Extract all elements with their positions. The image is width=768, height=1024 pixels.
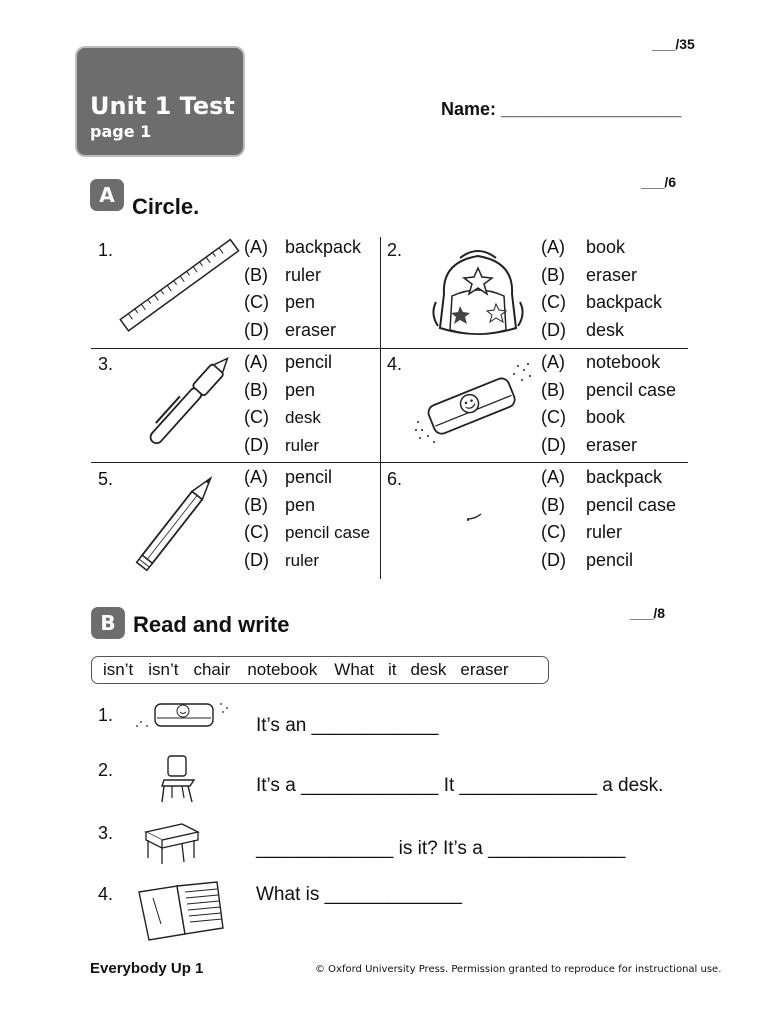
question-5-options [244,464,370,574]
option-a[interactable]: (A) pencil [244,352,333,372]
item-number: 4. [98,884,114,904]
word-bank-item: it [387,660,397,679]
eraser-icon [133,698,233,737]
word-bank [91,656,549,684]
sentence-4[interactable]: What is _____________ [256,884,462,905]
unit-title-box [77,48,243,155]
option-c[interactable]: (C) pen [244,292,316,312]
option-b[interactable]: (B) eraser [541,264,638,285]
question-6-options [541,464,676,574]
pencil-icon [132,466,232,567]
footer-copyright: © Oxford University Press. Permission granted to reproduce for instructional use. [315,964,722,975]
question-1-options [244,234,361,344]
option-d[interactable]: (D) eraser [541,434,638,455]
unit-title: Unit 1 Test [90,92,235,120]
section-b-score: ___/8 [630,605,666,621]
section-b-title: Read and write [133,612,290,637]
desk-icon [142,818,202,871]
word-bank-item: isn’t [103,660,134,679]
question-4-options [541,349,676,459]
option-c[interactable]: (C) backpack [541,292,663,312]
option-b[interactable]: (B) pencil case [541,494,677,515]
word-bank-item: eraser [460,660,509,679]
option-c[interactable]: (C) desk [244,407,321,427]
unit-page: page 1 [90,122,152,141]
item-number: 1. [98,705,114,725]
pen-icon [140,352,240,453]
word-bank-item: What [334,660,374,679]
option-c[interactable]: (C) book [541,407,626,427]
eraser-icon [414,360,534,451]
word-bank-item: chair [193,660,231,679]
question-number: 3. [98,354,114,374]
notebook-icon [135,878,227,949]
question-number: 5. [98,469,114,489]
option-c[interactable]: (C) ruler [541,522,623,542]
question-number: 4. [387,354,403,374]
word-bank-item: desk [410,660,447,679]
option-a[interactable]: (A) backpack [244,237,362,257]
question-3-options [244,349,332,459]
option-d[interactable]: (D) pencil [541,549,634,570]
section-a-title: Circle. [132,194,200,219]
option-b[interactable]: (B) ruler [244,264,322,285]
name-field[interactable]: Name: __________________ [441,99,682,119]
chair-icon [158,754,200,809]
option-a[interactable]: (A) pencil [244,467,333,487]
question-number: 2. [387,240,403,260]
word-bank-item: isn’t [148,660,179,679]
question-number: 1. [98,240,114,260]
word-bank-item: notebook [247,660,318,679]
grid-divider-row2 [91,462,688,463]
option-a[interactable]: (A) book [541,237,626,257]
backpack-icon [430,244,526,345]
sentence-3[interactable]: _____________ is it? It’s a _____________ [256,838,626,859]
option-a[interactable]: (A) backpack [541,467,663,487]
option-b[interactable]: (B) pencil case [541,379,677,400]
question-2-options [541,234,662,344]
footer-book-title: Everybody Up 1 [90,960,204,977]
item-number: 2. [98,760,114,780]
option-b[interactable]: (B) pen [244,379,316,400]
option-d[interactable]: (D) ruler [244,434,320,455]
sentence-1[interactable]: It’s an ____________ [256,715,439,736]
option-c[interactable]: (C) pencil case [244,522,371,542]
option-d[interactable]: (D) ruler [244,549,320,570]
grid-divider-vertical [380,237,381,579]
section-a-score: ___/6 [641,174,677,190]
option-d[interactable]: (D) eraser [244,319,337,340]
item-number: 3. [98,823,114,843]
section-b-badge: B [91,607,125,639]
ruler-icon [118,238,242,339]
option-a[interactable]: (A) notebook [541,352,661,372]
section-a-badge: A [90,179,124,211]
option-b[interactable]: (B) pen [244,494,316,515]
question-number: 6. [387,469,403,489]
option-d[interactable]: (D) desk [541,319,625,340]
blank-icon [465,510,485,528]
total-score: ___/35 [652,36,695,52]
sentence-2[interactable]: It’s a _____________ It _____________ a desk. [256,775,664,796]
